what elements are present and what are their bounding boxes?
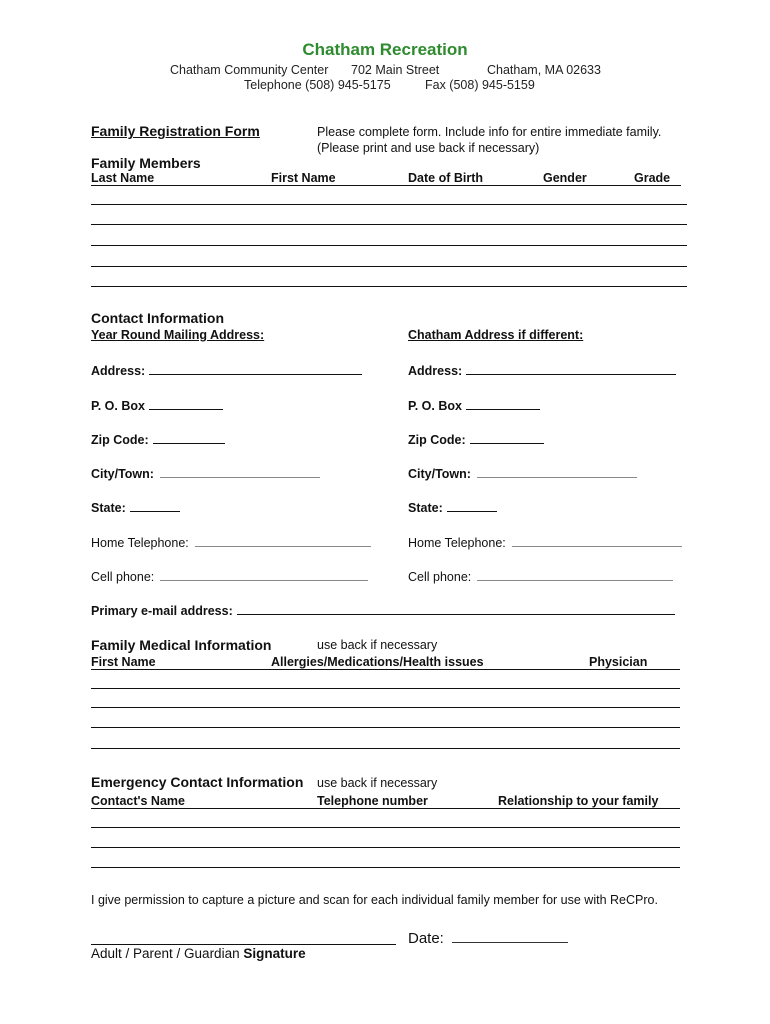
- cell-field-left[interactable]: [91, 568, 368, 584]
- home-phone-field-left[interactable]: [91, 534, 371, 550]
- emergency-col-contact-name: Contact's Name: [91, 794, 185, 808]
- city-field-left[interactable]: [91, 465, 320, 481]
- form-title: Family Registration Form: [91, 123, 260, 139]
- date-field[interactable]: [408, 928, 568, 947]
- zip-field-right[interactable]: [408, 431, 544, 447]
- street-address: 702 Main Street: [351, 63, 440, 77]
- address-label-right: Address:: [408, 364, 463, 378]
- family-entry-line-1[interactable]: [91, 204, 687, 205]
- state-label-right: State:: [408, 501, 443, 515]
- permission-statement: I give permission to capture a picture and scan for each individual family member for use with ReCPro.: [91, 893, 658, 907]
- medical-col-physician: Physician: [589, 655, 648, 669]
- emergency-entry-line-2[interactable]: [91, 847, 680, 848]
- instructions-line-1: Please complete form. Include info for entire immediate family.: [317, 125, 662, 139]
- zip-label-right: Zip Code:: [408, 433, 466, 447]
- org-title: Chatham Recreation: [302, 40, 468, 59]
- emergency-col-relationship: Relationship to your family: [498, 794, 659, 808]
- state-label-left: State:: [91, 501, 126, 515]
- city-state-zip: Chatham, MA 02633: [487, 63, 601, 77]
- pobox-field-left[interactable]: [91, 397, 223, 413]
- signature-label-prefix: Adult / Parent / Guardian: [91, 946, 244, 961]
- medical-entry-line-1[interactable]: [91, 688, 680, 689]
- cell-field-right[interactable]: [408, 568, 673, 584]
- family-entry-line-2[interactable]: [91, 224, 687, 225]
- pobox-label-right: P. O. Box: [408, 399, 462, 413]
- zip-label-left: Zip Code:: [91, 433, 149, 447]
- medical-col-allergies: Allergies/Medications/Health issues: [271, 655, 484, 669]
- emergency-col-telephone: Telephone number: [317, 794, 428, 808]
- address-label-left: Address:: [91, 364, 146, 378]
- email-label: Primary e-mail address:: [91, 604, 233, 618]
- col-gender: Gender: [543, 171, 587, 185]
- signature-label: [91, 946, 306, 961]
- medical-note: use back if necessary: [317, 638, 438, 652]
- medical-entry-line-4[interactable]: [91, 748, 680, 749]
- cell-label-left: Cell phone:: [91, 570, 155, 584]
- contact-heading: Contact Information: [91, 310, 224, 326]
- city-label-right: City/Town:: [408, 467, 471, 481]
- instructions-line-2: (Please print and use back if necessary): [317, 141, 540, 155]
- cell-label-right: Cell phone:: [408, 570, 472, 584]
- center-name: Chatham Community Center: [170, 63, 329, 77]
- family-entry-line-5[interactable]: [91, 286, 687, 287]
- emergency-heading: Emergency Contact Information: [91, 774, 304, 790]
- city-field-right[interactable]: [408, 465, 637, 481]
- medical-entry-line-3[interactable]: [91, 727, 680, 728]
- medical-header-underline: [91, 669, 680, 670]
- date-label: Date:: [408, 930, 444, 947]
- col-last-name: Last Name: [91, 171, 155, 185]
- address-field-right[interactable]: [408, 362, 676, 378]
- signature-line[interactable]: [91, 944, 396, 945]
- pobox-field-right[interactable]: [408, 397, 540, 413]
- address-field-left[interactable]: [91, 362, 362, 378]
- year-round-address-title: Year Round Mailing Address:: [91, 328, 265, 342]
- col-first-name: First Name: [271, 171, 336, 185]
- state-field-left[interactable]: [91, 499, 180, 515]
- city-label-left: City/Town:: [91, 467, 154, 481]
- medical-heading: Family Medical Information: [91, 637, 272, 653]
- emergency-header-underline: [91, 808, 680, 809]
- fax-number: Fax (508) 945-5159: [425, 78, 535, 92]
- col-grade: Grade: [634, 171, 671, 185]
- chatham-address-title: Chatham Address if different:: [408, 328, 584, 342]
- family-entry-line-4[interactable]: [91, 266, 687, 267]
- emergency-entry-line-1[interactable]: [91, 827, 680, 828]
- zip-field-left[interactable]: [91, 431, 225, 447]
- emergency-note: use back if necessary: [317, 776, 438, 790]
- state-field-right[interactable]: [408, 499, 497, 515]
- family-header-underline: [91, 185, 681, 186]
- col-date-of-birth: Date of Birth: [408, 171, 483, 185]
- pobox-label-left: P. O. Box: [91, 399, 145, 413]
- family-entry-line-3[interactable]: [91, 245, 687, 246]
- home-phone-label-left: Home Telephone:: [91, 536, 189, 550]
- family-members-heading: Family Members: [91, 155, 201, 171]
- medical-entry-line-2[interactable]: [91, 707, 680, 708]
- signature-label-bold: Signature: [243, 946, 306, 961]
- emergency-entry-line-3[interactable]: [91, 867, 680, 868]
- home-phone-field-right[interactable]: [408, 534, 682, 550]
- email-field[interactable]: [91, 602, 675, 618]
- medical-col-first-name: First Name: [91, 655, 156, 669]
- telephone-number: Telephone (508) 945-5175: [244, 78, 391, 92]
- home-phone-label-right: Home Telephone:: [408, 536, 506, 550]
